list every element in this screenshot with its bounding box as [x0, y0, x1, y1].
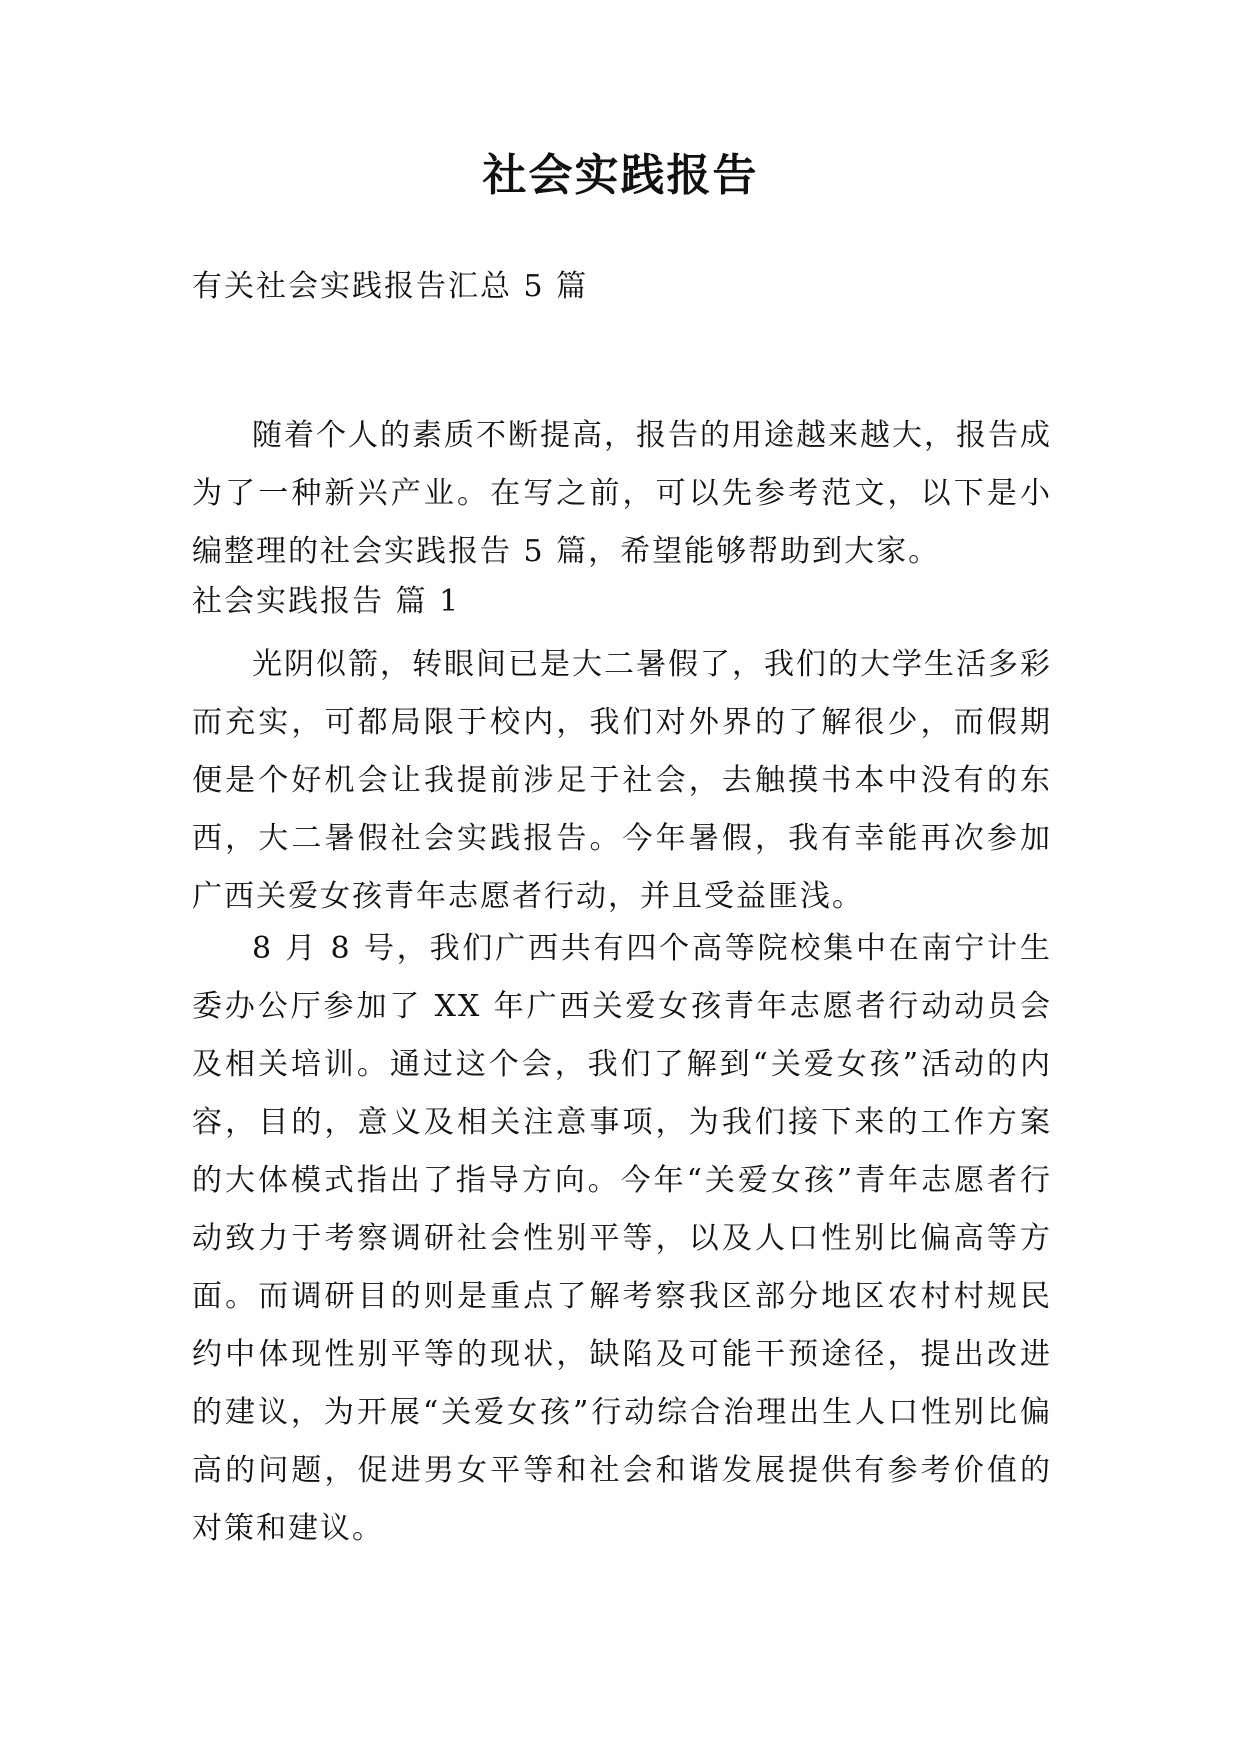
- section-heading: 社会实践报告 篇 1: [192, 584, 461, 619]
- body-paragraph-1: 光阴似箭，转眼间已是大二暑假了，我们的大学生活多彩而充实，可都局限于校内，我们对外界的了解很少，而假期便是个好机会让我提前涉足于社会，去触摸书本中没有的东西，大二暑假社会实践报告。今年暑假，我有幸能再次参加广西关爱女孩青年志愿者行动，并且受益匪浅。: [192, 647, 1052, 914]
- body-paragraph-2: 8 月 8 号，我们广西共有四个高等院校集中在南宁计生委办公厅参加了 XX 年广西关爱女孩青年志愿者行动动员会及相关培训。通过这个会，我们了解到“关爱女孩”活动的内容，目的，意义及相关注意事项，为我们接下来的工作方案的大体模式指出了指导方向。今年“关爱女孩”青年志愿者行动致力于考察调研社会性别平等，以及人口性别比偏高等方面。而调研目的则是重点了解考察我区部分地区农村村规民约中体现性别平等的现状，缺陷及可能干预途径，提出改进的建议，为开展“关爱女孩”行动综合治理出生人口性别比偏高的问题，促进男女平等和社会和谐发展提供有参考价值的对策和建议。: [192, 931, 1052, 1546]
- document-title: 社会实践报告: [482, 150, 759, 201]
- intro-paragraph: 随着个人的素质不断提高，报告的用途越来越大，报告成为了一种新兴产业。在写之前，可以先参考范文，以下是小编整理的社会实践报告 5 篇，希望能够帮助到大家。: [192, 418, 1052, 569]
- document-subtitle: 有关社会实践报告汇总 5 篇: [192, 269, 589, 304]
